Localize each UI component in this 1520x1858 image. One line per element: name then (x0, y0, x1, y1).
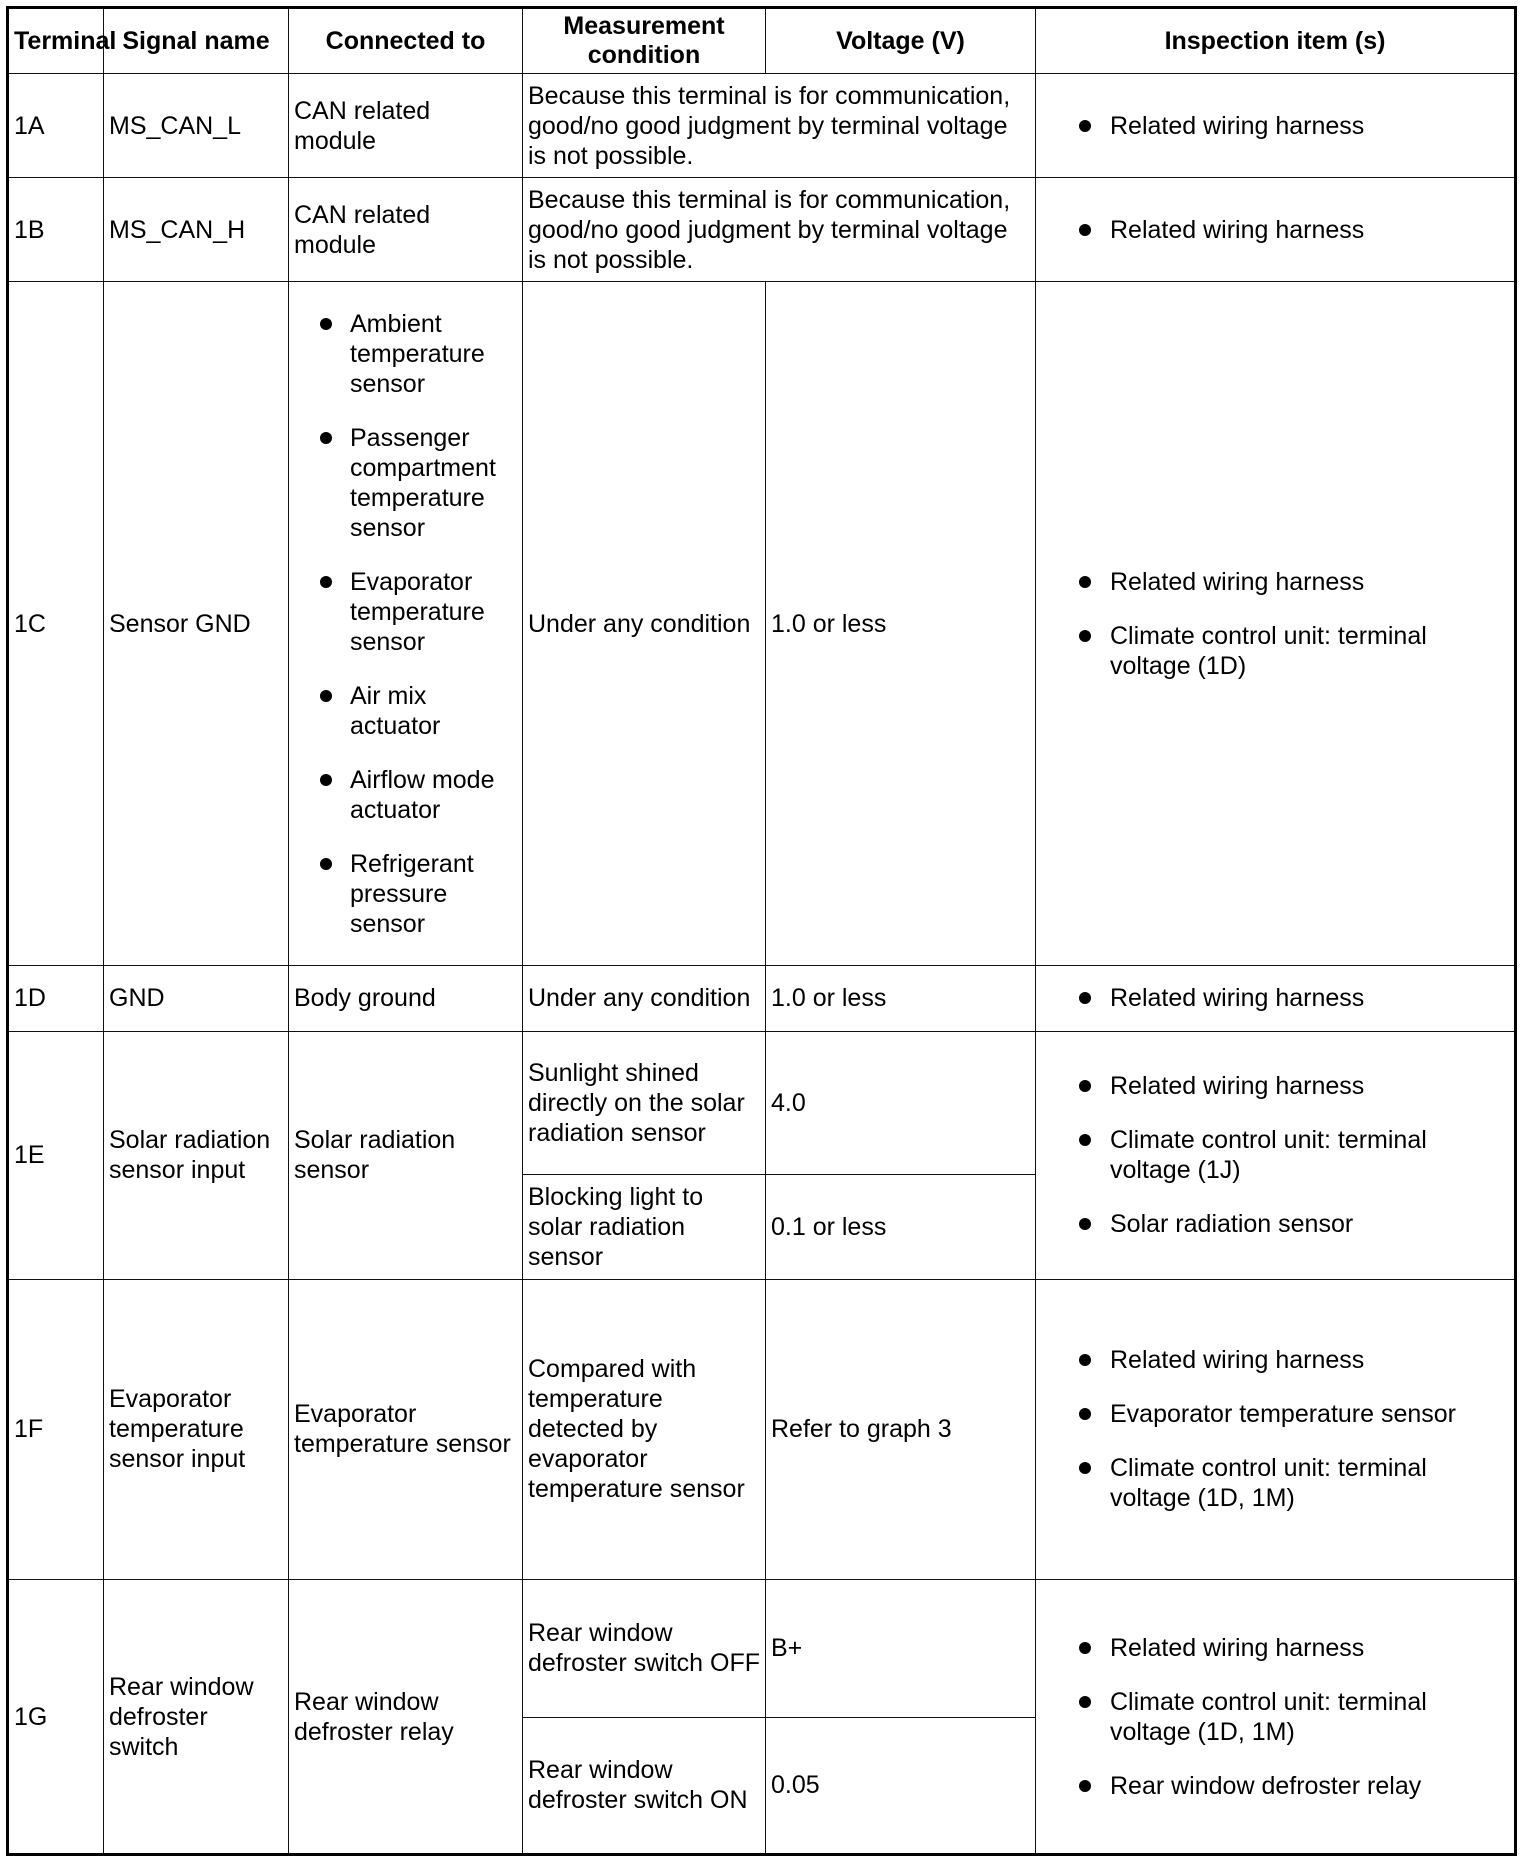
header-row (8, 8, 1516, 74)
terminal-cell: 1B (8, 178, 104, 282)
signal-name-cell: GND (104, 966, 289, 1031)
measurement-condition-cell: Sunlight shined directly on the solar radiation sensor (523, 1031, 766, 1175)
bullet-icon (1079, 992, 1091, 1004)
voltage-cell: 0.1 or less (766, 1175, 1036, 1279)
connected-item: Air mix actuator (294, 681, 517, 741)
inspection-cell (1036, 966, 1516, 1031)
header-inspection-items: Inspection item (s) (1036, 8, 1516, 74)
communication-note-cell: Because this terminal is for communication, good/no good judgment by terminal voltage is not possible. (523, 178, 1036, 282)
communication-note-cell: Because this terminal is for communication, good/no good judgment by terminal voltage is not possible. (523, 74, 1036, 178)
inspection-item: Climate control unit: terminal voltage (1D) (1041, 621, 1509, 681)
connected-to-cell: Body ground (289, 966, 523, 1031)
voltage-cell: 1.0 or less (766, 282, 1036, 966)
inspection-item: Related wiring harness (1041, 983, 1509, 1013)
bullet-icon (1079, 120, 1091, 132)
bullet-icon (1079, 1134, 1091, 1146)
voltage-cell: 0.05 (766, 1717, 1036, 1854)
terminal-cell: 1F (8, 1279, 104, 1580)
table-row-1g (8, 1580, 1516, 1717)
connected-to-cell: Evaporator temperature sensor (289, 1279, 523, 1580)
signal-name-cell: MS_CAN_H (104, 178, 289, 282)
connected-to-cell: Rear window defroster relay (289, 1580, 523, 1855)
measurement-condition-cell: Under any condition (523, 966, 766, 1031)
bullet-icon (320, 774, 332, 786)
voltage-cell: B+ (766, 1580, 1036, 1717)
terminal-cell: 1C (8, 282, 104, 966)
bullet-icon (1079, 1354, 1091, 1366)
table-row-1f (8, 1279, 1516, 1580)
table-row-1d (8, 966, 1516, 1031)
bullet-icon (320, 858, 332, 870)
bullet-icon (320, 690, 332, 702)
signal-name-cell: Rear window defroster switch (104, 1580, 289, 1855)
connected-item: Passenger compartment temperature sensor (294, 423, 517, 543)
bullet-icon (320, 576, 332, 588)
inspection-item: Climate control unit: terminal voltage (1J) (1041, 1125, 1509, 1185)
connected-to-cell: CAN related module (289, 74, 523, 178)
voltage-cell: Refer to graph 3 (766, 1279, 1036, 1580)
bullet-icon (1079, 1408, 1091, 1420)
bullet-icon (1079, 1462, 1091, 1474)
measurement-condition-cell: Compared with temperature detected by evaporator temperature sensor (523, 1279, 766, 1580)
measurement-condition-cell: Rear window defroster switch OFF (523, 1580, 766, 1717)
connected-to-cell: Solar radiation sensor (289, 1031, 523, 1279)
header-terminal: Terminal (8, 8, 104, 74)
bullet-icon (1079, 224, 1091, 236)
bullet-icon (1079, 1080, 1091, 1092)
bullet-icon (1079, 1218, 1091, 1230)
connected-item: Airflow mode actuator (294, 765, 517, 825)
signal-name-cell: Solar radiation sensor input (104, 1031, 289, 1279)
bullet-icon (1079, 1696, 1091, 1708)
bullet-icon (1079, 1642, 1091, 1654)
table-row-1b (8, 178, 1516, 282)
bullet-icon (1079, 1780, 1091, 1792)
connected-to-cell (289, 282, 523, 966)
inspection-item: Solar radiation sensor (1041, 1209, 1509, 1239)
connected-to-cell: CAN related module (289, 178, 523, 282)
measurement-condition-cell: Blocking light to solar radiation sensor (523, 1175, 766, 1279)
terminal-cell: 1E (8, 1031, 104, 1279)
signal-name-cell: Sensor GND (104, 282, 289, 966)
measurement-condition-cell: Under any condition (523, 282, 766, 966)
connected-item: Evaporator temperature sensor (294, 567, 517, 657)
connected-item: Refrigerant pressure sensor (294, 849, 517, 939)
inspection-cell (1036, 1580, 1516, 1855)
table-row-1c (8, 282, 1516, 966)
inspection-cell (1036, 1279, 1516, 1580)
inspection-item: Climate control unit: terminal voltage (1D, 1M) (1041, 1453, 1509, 1513)
voltage-cell: 4.0 (766, 1031, 1036, 1175)
terminal-cell: 1D (8, 966, 104, 1031)
header-connected-to: Connected to (289, 8, 523, 74)
connected-item: Ambient temperature sensor (294, 309, 517, 399)
inspection-item: Climate control unit: terminal voltage (1D, 1M) (1041, 1687, 1509, 1747)
table-row-1e (8, 1031, 1516, 1175)
inspection-item: Related wiring harness (1041, 111, 1509, 141)
inspection-item: Related wiring harness (1041, 567, 1509, 597)
inspection-item: Related wiring harness (1041, 215, 1509, 245)
terminal-cell: 1A (8, 74, 104, 178)
signal-name-cell: MS_CAN_L (104, 74, 289, 178)
inspection-item: Evaporator temperature sensor (1041, 1399, 1509, 1429)
header-voltage: Voltage (V) (766, 8, 1036, 74)
inspection-item: Rear window defroster relay (1041, 1771, 1509, 1801)
terminal-voltage-table (6, 6, 1517, 1856)
inspection-item: Related wiring harness (1041, 1633, 1509, 1663)
inspection-item: Related wiring harness (1041, 1071, 1509, 1101)
table-row-1a (8, 74, 1516, 178)
bullet-icon (320, 318, 332, 330)
bullet-icon (1079, 576, 1091, 588)
inspection-cell (1036, 74, 1516, 178)
header-measurement-condition: Measurement condition (523, 8, 766, 74)
bullet-icon (320, 432, 332, 444)
inspection-cell (1036, 1031, 1516, 1279)
bullet-icon (1079, 630, 1091, 642)
header-signal-name: Signal name (104, 8, 289, 74)
inspection-cell (1036, 282, 1516, 966)
inspection-item: Related wiring harness (1041, 1345, 1509, 1375)
terminal-cell: 1G (8, 1580, 104, 1855)
signal-name-cell: Evaporator temperature sensor input (104, 1279, 289, 1580)
voltage-cell: 1.0 or less (766, 966, 1036, 1031)
measurement-condition-cell: Rear window defroster switch ON (523, 1717, 766, 1854)
inspection-cell (1036, 178, 1516, 282)
